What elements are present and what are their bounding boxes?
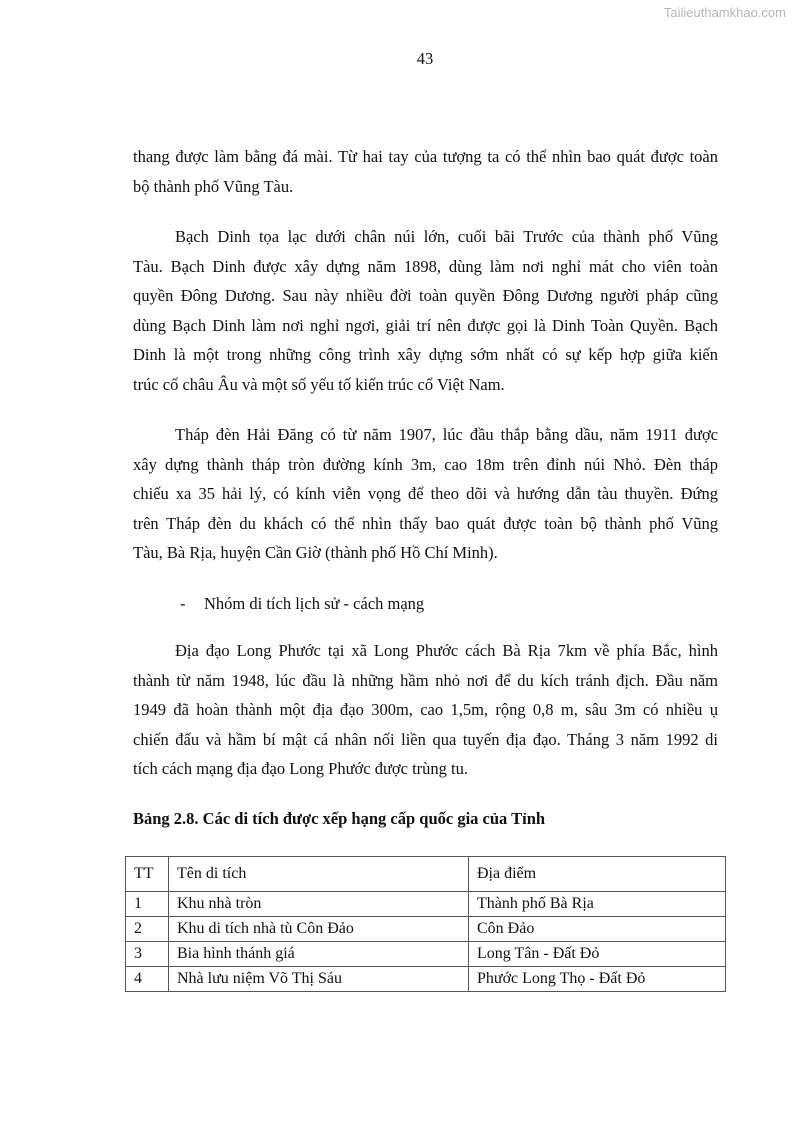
cell-location: Côn Đảo	[469, 917, 726, 942]
text-line: chiếu xa 35 hải lý, có kính viễn vọng để theo dõi và hướng dẫn tàu thuyền. Đứng	[133, 484, 718, 504]
paragraph-bach-dinh	[133, 222, 718, 400]
text-line: quyền Đông Dương. Sau này nhiều đời toàn quyền Đông Dương người pháp cũng	[133, 286, 718, 306]
table-row	[126, 917, 726, 942]
bullet-dash: -	[180, 594, 186, 613]
bullet-item	[180, 589, 424, 619]
cell-location: Long Tân - Đất Đỏ	[469, 942, 726, 967]
text-line: Địa đạo Long Phước tại xã Long Phước cách Bà Rịa 7km về phía Bắc, hình	[175, 641, 718, 660]
cell-name: Khu nhà tròn	[169, 892, 469, 917]
text-line: trúc cổ châu Âu và một số yếu tố kiến trúc cổ Việt Nam.	[133, 374, 505, 394]
text-line: dùng Bạch Dinh làm nơi nghỉ ngơi, giải trí nên được gọi là Dinh Toàn Quyền. Bạch	[133, 315, 718, 335]
text-line: 1949 đã hoàn thành một địa đạo 300m, cao 1,5m, rộng 0,8 m, sâu 3m có nhiều ụ	[133, 700, 718, 720]
text-line: Tháp đèn Hải Đăng có từ năm 1907, lúc đầu thắp bằng dầu, năm 1911 được	[175, 425, 718, 444]
cell-tt: 3	[126, 942, 169, 967]
heritage-table	[125, 856, 726, 992]
text-line: thang được làm bằng đá mài. Từ hai tay của tượng ta có thể nhìn bao quát được toàn	[133, 147, 718, 166]
text-line: chiến đấu và hầm bí mật cá nhân nối liền qua tuyến địa đạo. Tháng 3 năm 1992 di	[133, 729, 718, 749]
table-header-row	[126, 857, 726, 892]
watermark: Tailieuthamkhao.com	[663, 5, 786, 20]
cell-name: Bia hình thánh giá	[169, 942, 469, 967]
paragraph-long-phuoc	[133, 636, 718, 784]
bullet-text: Nhóm di tích lịch sử - cách mạng	[204, 594, 425, 613]
text-line: Dinh là một trong những công trình xây dựng sớm nhất có sự kếp hợp giữa kiến	[133, 345, 718, 365]
text-line: trên Tháp đèn du khách có thể nhìn thấy bao quát được toàn bộ thành phố Vũng	[133, 513, 718, 533]
page-number: 43	[416, 49, 434, 68]
header-location: Địa điểm	[469, 857, 726, 892]
text-line: Tàu, Bà Rịa, huyện Cần Giờ (thành phố Hồ Chí Minh).	[133, 543, 498, 563]
cell-location: Thành phố Bà Rịa	[469, 892, 726, 917]
text-line: xây dựng thành tháp tròn đường kính 3m, cao 18m trên đỉnh núi Nhỏ. Đèn tháp	[133, 454, 718, 474]
text-line: tích cách mạng địa đạo Long Phước được trùng tu.	[133, 759, 469, 779]
cell-name: Khu di tích nhà tù Côn Đảo	[169, 917, 469, 942]
header-tt: TT	[126, 857, 169, 892]
header-name: Tên di tích	[169, 857, 469, 892]
cell-tt: 4	[126, 967, 169, 992]
paragraph-1	[133, 142, 718, 201]
table-caption: Bảng 2.8. Các di tích được xếp hạng cấp quốc gia của Tỉnh	[133, 809, 546, 828]
table-row	[126, 942, 726, 967]
cell-name: Nhà lưu niệm Võ Thị Sáu	[169, 967, 469, 992]
text-line: Bạch Dinh tọa lạc dưới chân núi lớn, cuối bãi Trước của thành phố Vũng	[175, 227, 718, 246]
table-row	[126, 967, 726, 992]
cell-tt: 1	[126, 892, 169, 917]
paragraph-hai-dang	[133, 420, 718, 568]
text-line: thành từ năm 1948, lúc đầu là những hầm nhỏ nơi để du kích tránh địch. Đầu năm	[133, 670, 718, 690]
text-line: Tàu. Bạch Dinh được xây dựng năm 1898, dùng làm nơi nghỉ mát cho viên toàn	[133, 256, 718, 276]
cell-location: Phước Long Thọ - Đất Đỏ	[469, 967, 726, 992]
table-row	[126, 892, 726, 917]
text-line: bộ thành phố Vũng Tàu.	[133, 176, 294, 196]
cell-tt: 2	[126, 917, 169, 942]
